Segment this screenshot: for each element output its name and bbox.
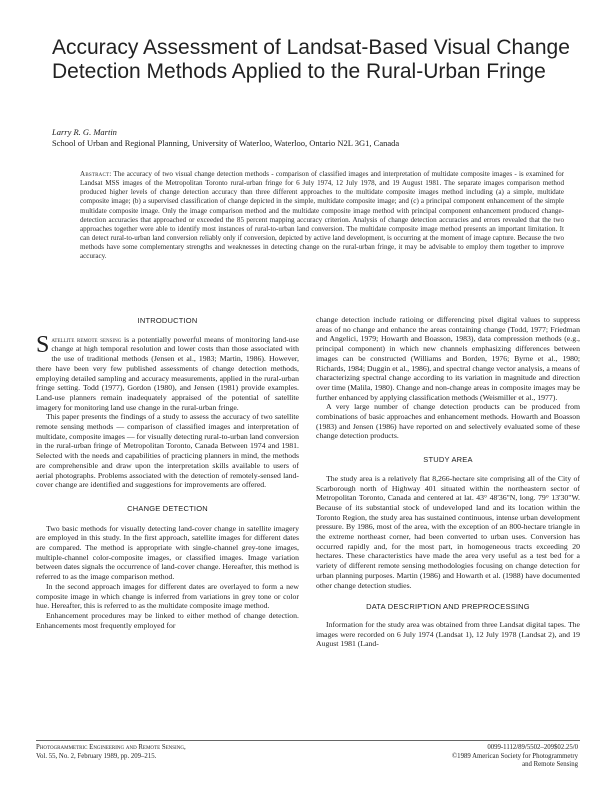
drop-cap: S: [36, 331, 50, 358]
footer-rule: [36, 740, 580, 741]
footer-right: [452, 744, 578, 770]
article-code: 0099-1112/89/5502–209$02.25/0: [487, 744, 578, 751]
copyright-line-1: ©1989 American Society for Photogrammetry: [452, 752, 578, 760]
study-area-heading: STUDY AREA: [423, 455, 473, 465]
left-column: [36, 316, 299, 630]
intro-paragraph-1-text: is a potentially powerful means of monitoring land-use change at high temporal resolution and lower costs than those associated with the use of traditional methods (Jensen et al., 1983; Martin, 1986). However, there have been very few published assessments of change detection methods, employing detailed sampling and accuracy measurements, applied in the rural-urban fringe setting. Todd (1977), Gordon (1980), and Jensen (1981) provide examples. Land-use planners remain inadequately appraised of the potential of satellite imagery for monitoring land use change in the rural-urban fringe.: [36, 334, 299, 412]
study-area-paragraph: The study area is a relatively flat 8,266-hectare site comprising all of the City of Scarborough north of Highway 401 situated within the northeastern sector of Metropolitan Toronto, Canada and centered at lat. 43° 48'36"N, long. 79° 13'30"W. Because of its substantial stock of undeveloped land and its location within the Toronto Region, the study area has sustained continuous, intense urban development pressure. By 1986, most of the area, with the exception of an 800-hectare triangle in the extreme northeast corner, had been converted to urban uses. Conversion has occurred rapidly and, for the most part, in homogeneous tracts exceeding 20 hectares. These characteristics have made the area very useful as a test bed for a variety of different remote sensing methodologies focusing on change detection for urban planning purposes. Martin (1986) and Howarth et al. (1988) have documented other change detection studies.: [316, 473, 580, 590]
data-description-heading: DATA DESCRIPTION AND PREPROCESSING: [366, 602, 530, 612]
right-column: [316, 315, 580, 649]
author-name: Larry R. G. Martin: [52, 127, 117, 137]
intro-paragraph-1: [36, 331, 299, 413]
copyright-line-2: and Remote Sensing: [522, 761, 578, 768]
abstract-label: Abstract:: [80, 170, 112, 178]
intro-paragraph-2: This paper presents the findings of a study to assess the accuracy of two satellite remote sensing methods — comparison of classified images and interpretation of multidate, composite images — for visually detecting rural-to-urban land conversion in the rural-urban fringe of Metropolitan Toronto, Canada Between 1974 and 1981. Selected with the needs and capabilities of practicing planners in mind, the methods are comprehensible and draw upon the interpretation skills available to users of aerial photographs. Problems associated with the detection of remotely-sensed land-cover change are identified and suggestions for improvements are offered.: [36, 412, 299, 490]
abstract: [80, 170, 564, 262]
paper-title: Accuracy Assessment of Landsat-Based Visual Change Detection Methods Applied to the Rural-Urban Fringe: [52, 36, 570, 83]
journal-name: Photogrammetric Engineering and Remote Sensing,: [36, 744, 186, 751]
footer-left: [36, 744, 186, 761]
abstract-text: The accuracy of two visual change detection methods - comparison of classified images and interpretation of multidate composite images - is examined for Landsat MSS images of the Metropolitan Toronto rural-urban fringe for 6 July 1974, 12 July 1978, and 19 August 1981. The separate images comparison method produced higher levels of change detection accuracy than three different approaches to the multidate composite images method including (a) a simple, multidate composite image; (b) a supervised classification of change depicted in the simple, multidate composite image; and (c) a principal component enhancement of the simple multidate composite image. Only the image comparison method and the multidate composite image method with principal component enhancement produced change-detection accuracies that approached or exceeded the 85 percent mapping accuracy criterion. Analysis of change detection accuracies and errors revealed that the two approaches together were able to identify most instances of rural-to-urban land conversion. The multidate composite image method presents an important limitation. It can detect rural-to-urban land conversion reliably only if conversion, depicted by active land development, is occurring at the moment of image capture. Because the two methods have some complementary strengths and weaknesses in detecting change on the rural-urban fringe, it may be advisable to employ them together to improve accuracy.: [80, 170, 564, 261]
change-detection-paragraph-3: Enhancement procedures may be linked to either method of change detection. Enhancements most frequently employed for: [36, 610, 299, 630]
journal-volume: Vol. 55, No. 2, February 1989, pp. 209–215.: [36, 752, 157, 760]
data-description-paragraph: Information for the study area was obtained from three Landsat digital tapes. The images were recorded on 6 July 1974 (Landsat 1), 12 July 1978 (Landsat 2), and 19 August 1981 (Land-: [316, 619, 580, 649]
change-detection-paragraph-2: In the second approach images for different dates are overlayed to form a new composite image in which change is inferred from variations in grey tone or color hue. Hereafter, this is referred to as the multidate composite image method.: [36, 581, 299, 611]
change-detection-heading: CHANGE DETECTION: [127, 503, 208, 513]
introduction-heading: INTRODUCTION: [137, 316, 198, 325]
intro-lead-smallcaps: atellite remote sensing: [51, 334, 122, 344]
author-affiliation: School of Urban and Regional Planning, University of Waterloo, Waterloo, Ontario N2L 3G1, Canada: [52, 138, 400, 148]
change-detection-continued: change detection include ratioing or differencing pixel digital values to suppress areas of no change and enhance the areas containing change (Todd, 1977; Friedman and Angelici, 1979; Howarth and Boasson, 1983), data compression methods (e.g., principal component) in which new channels emphasizing differences between images can be constructed (Williams and Borden, 1976; Byrne et al., 1980; Richards, 1984; Duggin et al., 1986), and spectral change vector analysis, a means of characterizing spectral change according to its variation in magnitude and direction over time (Malila, 1980). Change and non-change areas in composite images may be further enhanced by applying classification methods (Weismiller et al., 1977).: [316, 315, 580, 402]
change-products-paragraph: A very large number of change detection products can be produced from combinations of basic approaches and enhancement methods. Howarth and Boasson (1983) and Jensen (1986) have reported on and selectively evaluated some of these change detection products.: [316, 402, 580, 441]
change-detection-paragraph-1: Two basic methods for visually detecting land-cover change in satellite imagery are employed in this study. In the first approach, satellite images for different dates are compared. The method is appropriate with single-channel grey-tone images, multiple-channel color-composite images, or classified images. Image variation between dates signals the occurrence of land-cover change. Hereafter, this method is referred to as the image comparison method.: [36, 523, 299, 582]
